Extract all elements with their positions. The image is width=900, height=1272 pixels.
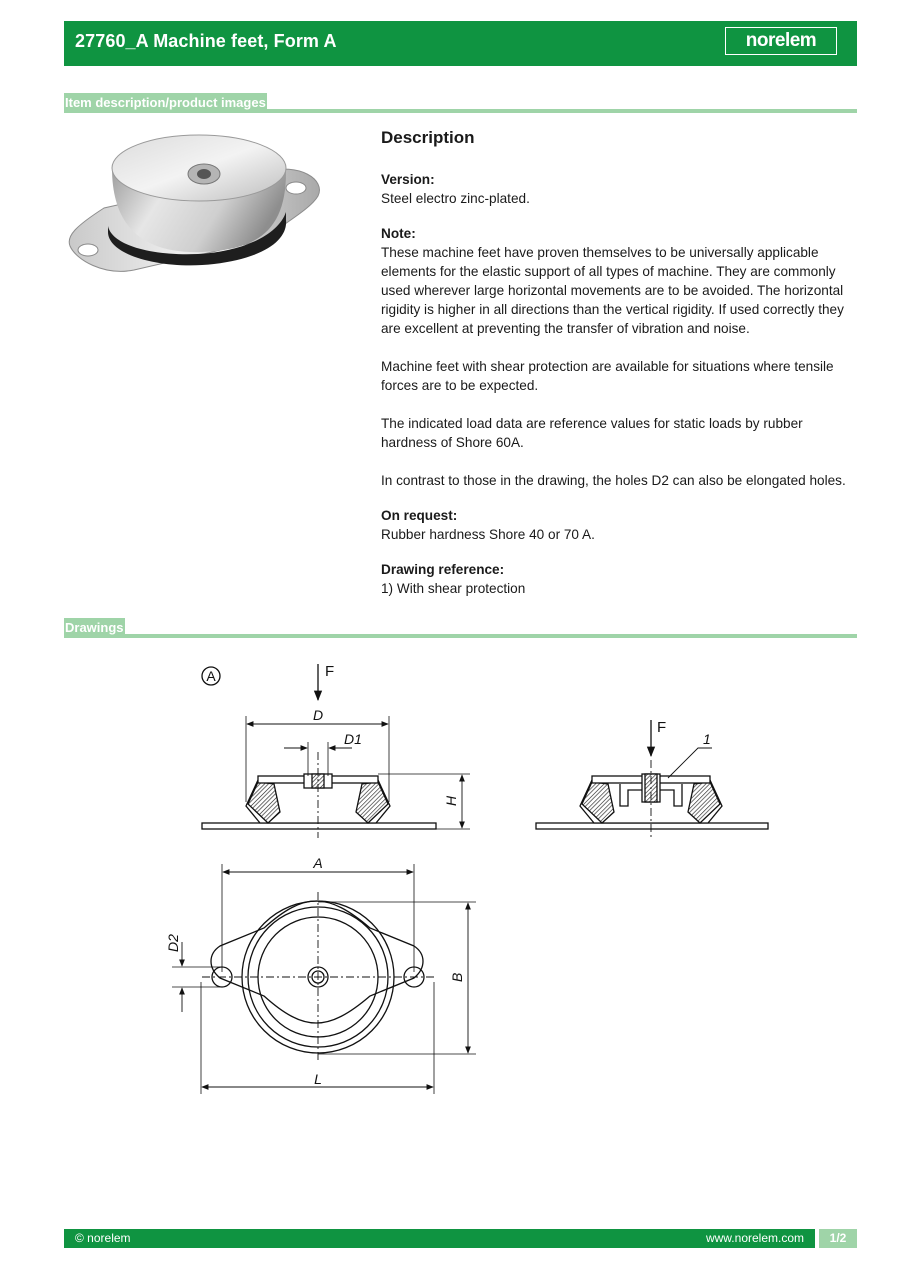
copyright-text: © norelem (75, 1231, 131, 1245)
technical-drawing (150, 652, 790, 1112)
dimension-h-label: H (443, 795, 459, 806)
force-label: F (325, 663, 335, 680)
dimension-d1-label: D1 (344, 731, 362, 747)
footer-main (64, 1229, 815, 1248)
reference-1-label: 1 (703, 731, 711, 747)
note-paragraph-2: Machine feet with shear protection are available for situations where tensile forces are to be expected. (381, 359, 834, 393)
header-bar (64, 21, 857, 66)
force-label-right: F (657, 719, 667, 736)
drawing-reference-label: Drawing reference: (381, 562, 505, 577)
dimension-d2-label: D2 (165, 934, 181, 952)
note-paragraph-3: The indicated load data are reference values for static loads by rubber hardness of Shore 60A. (381, 416, 803, 450)
description-block (381, 128, 857, 614)
section-label: Item description/product images (64, 93, 267, 113)
dimension-a-label: A (313, 855, 323, 871)
website-link[interactable]: www.norelem.com (705, 1231, 804, 1245)
on-request-text: Rubber hardness Shore 40 or 70 A. (381, 527, 595, 542)
page-number: 1/2 (819, 1229, 857, 1248)
dimension-l-label: L (314, 1071, 322, 1087)
dimension-d-label: D (312, 707, 324, 723)
description-title: Description (381, 128, 475, 147)
product-image (64, 128, 324, 288)
on-request-label: On request: (381, 508, 458, 523)
dimension-b-label: B (449, 972, 465, 982)
note-paragraph-4: In contrast to those in the drawing, the holes D2 can also be elongated holes. (381, 473, 846, 488)
section-label: Drawings (64, 618, 125, 638)
note-label: Note: (381, 226, 416, 241)
norelem-logo: norelem (725, 27, 837, 55)
page-title: 27760_A Machine feet, Form A (75, 31, 337, 51)
drawing-reference-text: 1) With shear protection (381, 581, 526, 596)
footer (64, 1229, 857, 1248)
note-paragraph-1: These machine feet have proven themselves to be universally applicable elements for the elastic support of all types of machine. They are commonly used wherever large horizontal movements are to be avoided. The horizontal rigidity is higher in all directions than the vertical rigidity. If used correctly they are excellent at preventing the transfer of vibration and noise. (381, 245, 844, 336)
version-text: Steel electro zinc-plated. (381, 191, 530, 206)
section-header-drawings (64, 616, 857, 638)
section-divider (64, 634, 857, 638)
variant-label: A (206, 668, 216, 684)
version-label: Version: (381, 172, 435, 187)
section-header-item-description (64, 91, 857, 113)
